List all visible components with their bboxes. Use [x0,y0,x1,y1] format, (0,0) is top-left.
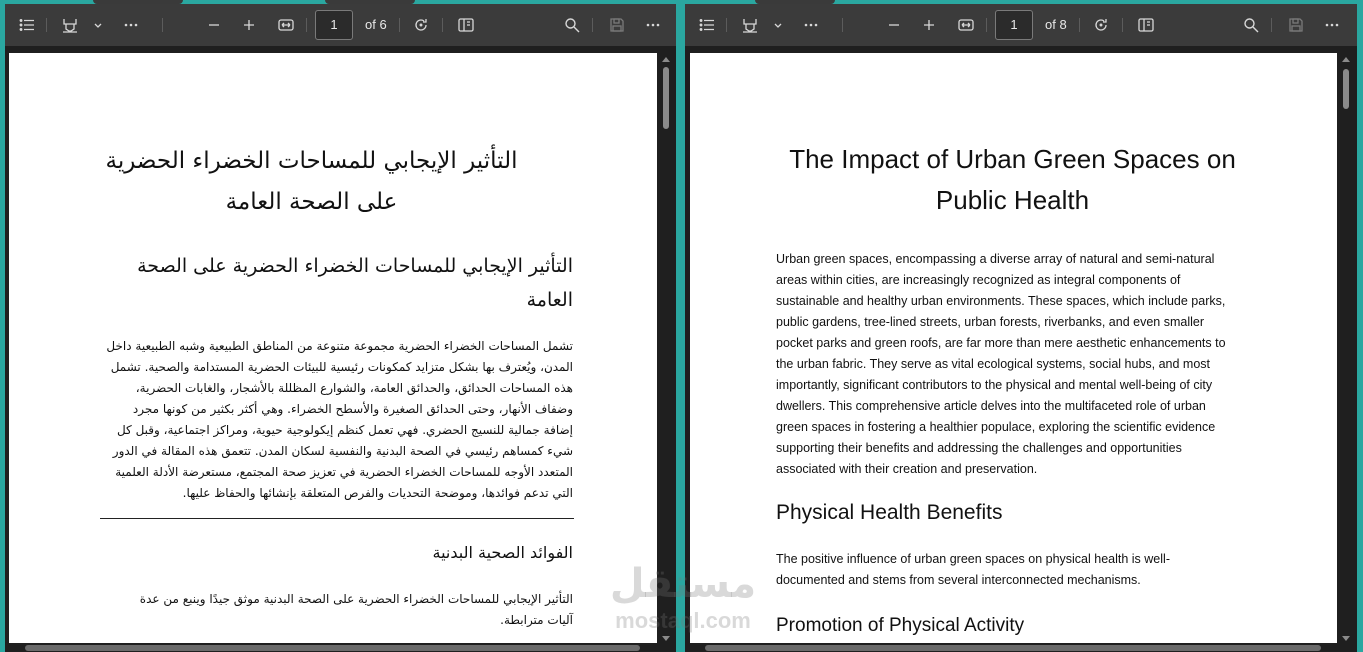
scrollbar-thumb[interactable] [1343,69,1349,109]
save-icon[interactable] [1288,17,1304,33]
section-paragraph [89,589,573,631]
more-icon[interactable] [123,17,139,33]
toolbar-divider [592,18,593,32]
horizontal-scrollbar[interactable] [25,645,640,651]
page-view-icon[interactable] [1138,17,1154,33]
document-title [69,141,554,223]
text-line: شيء كمساهم رئيسي في الصحة البدنية والنفسية لسكان المدن. تتعمق هذه المقالة في الدور [112,444,573,458]
toolbar-divider [842,18,843,32]
text-line: pocket parks and green roofs, are far more than mere aesthetic enhancements to [776,336,1226,350]
scroll-down-arrow-icon[interactable] [662,636,670,641]
text-line: المدن، ويُعترف بها بشكل متزايد كمكونات رئيسية للبيئات الحضرية المستدامة والصحية. تشمل [110,360,573,374]
text-line: dwellers. This comprehensive article delves into the multifaceted role of urban [776,399,1206,413]
text-line: هذه المساحات الحدائق، والحدائق العامة، والشوارع المظللة بالأشجار، والغابات الحضرية، [135,381,573,395]
toolbar-divider [1122,18,1123,32]
fit-width-icon[interactable] [958,17,974,33]
page-number-input[interactable]: 1 [995,10,1033,40]
document-title [760,139,1265,221]
intro-paragraph [89,336,573,504]
text-line: وضفاف الأنهار، وحتى الحدائق الصغيرة والأسطح الخضراء. وهي أكثر بكثير من كونها مجرد [132,402,573,416]
section-paragraph [776,549,1266,591]
watermark-arabic: مستقل [609,561,757,607]
subsection-heading: Promotion of Physical Activity [776,615,1025,636]
toolbar-divider [306,18,307,32]
text-line: associated with their creation and preservation. [776,462,1038,476]
text-line: public gardens, tree-lined streets, urban forests, riverbanks, and even smaller [776,315,1204,329]
watermark-latin: mostaql.com [615,608,751,633]
text-line: Urban green spaces, encompassing a diverse array of natural and semi-natural [776,252,1215,266]
scrollbar-thumb[interactable] [663,67,669,129]
title-line: التأثير الإيجابي للمساحات الخضراء الحضرية [105,148,518,174]
pdf-viewer-right [685,0,1357,652]
zoom-in-icon[interactable] [241,17,257,33]
scroll-up-arrow-icon[interactable] [662,57,670,62]
text-line: تشمل المساحات الخضراء الحضرية مجموعة متنوعة من المناطق الطبيعية وشبه الطبيعية داخل [106,339,573,353]
vertical-scrollbar[interactable] [661,53,671,643]
text-line: المتعدد الأوجه للمساحات الخضراء الحضرية في تعزيز صحة المجتمع، مستعرضة الأدلة العلمية [115,465,573,479]
text-line: importantly, significant contributors to the physical and mental well-being of city [776,378,1213,392]
toolbar-divider [986,18,987,32]
horizontal-scrollbar[interactable] [705,645,1321,651]
toolbar-divider [442,18,443,32]
toolbar-divider [1079,18,1080,32]
zoom-in-icon[interactable] [921,17,937,33]
toolbar-divider [1271,18,1272,32]
more-options-icon[interactable] [1324,17,1340,33]
page-number-input[interactable]: 1 [315,10,353,40]
text-line: sustainable and healthy urban environments. These spaces, which include parks, [776,294,1226,308]
pdf-page [9,53,657,643]
text-line: areas within cities, are increasingly recognized as integral components of [776,273,1181,287]
section-heading: الفوائد الصحية البدنية [432,543,573,562]
more-icon[interactable] [803,17,819,33]
zoom-out-icon[interactable] [206,17,222,33]
scroll-up-arrow-icon[interactable] [1342,57,1350,62]
heading-line: العامة [526,289,573,311]
title-line: على الصحة العامة [225,189,398,215]
text-line: آليات مترابطة. [500,613,573,627]
heading-line: التأثير الإيجابي للمساحات الخضراء الحضرية على الصحة [137,255,573,277]
vertical-scrollbar[interactable] [1341,53,1351,643]
contents-icon[interactable] [19,17,35,33]
rotate-icon[interactable] [413,17,429,33]
page-count: of 8 [1045,17,1067,32]
chevron-down-icon[interactable] [90,17,100,33]
title-line: The Impact of Urban Green Spaces on [789,144,1236,174]
pdf-viewer-left [5,0,676,652]
chevron-down-icon[interactable] [770,17,780,33]
toolbar-divider [399,18,400,32]
text-line: التأثير الإيجابي للمساحات الخضراء الحضرية على الصحة البدنية موثق جيدًا وينبع من عدة [139,592,573,606]
document-heading [89,249,573,317]
pdf-toolbar [5,4,676,46]
section-heading: Physical Health Benefits [776,501,1003,524]
text-line: إضافة جمالية للنسيج الحضري. فهي تعمل كنظم إيكولوجية حيوية، ومراكز اجتماعية، وقبل كل [116,423,573,437]
search-icon[interactable] [564,17,580,33]
rotate-icon[interactable] [1093,17,1109,33]
contents-icon[interactable] [699,17,715,33]
more-options-icon[interactable] [645,17,661,33]
page-view-icon[interactable] [458,17,474,33]
zoom-out-icon[interactable] [886,17,902,33]
highlight-icon[interactable] [62,17,78,33]
pdf-toolbar [685,4,1357,46]
scroll-down-arrow-icon[interactable] [1342,636,1350,641]
pdf-page [690,53,1337,643]
highlight-icon[interactable] [742,17,758,33]
text-line: green spaces in fostering a healthier populace, exploring the scientific evidence [776,420,1216,434]
text-line: documented and stems from several interconnected mechanisms. [776,573,1141,587]
text-line: التي تدعم فوائدها، وموضحة التحديات والفرص المتعلقة بإنشائها والحفاظ عليها. [182,486,573,500]
fit-width-icon[interactable] [278,17,294,33]
text-line: the urban fabric. They serve as vital ecological systems, social hubs, and most [776,357,1211,371]
page-count: of 6 [365,17,387,32]
text-line: The positive influence of urban green spaces on physical health is well- [776,552,1170,566]
save-icon[interactable] [609,17,625,33]
search-icon[interactable] [1243,17,1259,33]
toolbar-divider [46,18,47,32]
intro-paragraph [776,249,1266,480]
title-line: Public Health [935,185,1090,215]
text-line: supporting their benefits and addressing the challenges and opportunities [776,441,1182,455]
toolbar-divider [162,18,163,32]
horizontal-rule [100,518,574,519]
toolbar-divider [726,18,727,32]
